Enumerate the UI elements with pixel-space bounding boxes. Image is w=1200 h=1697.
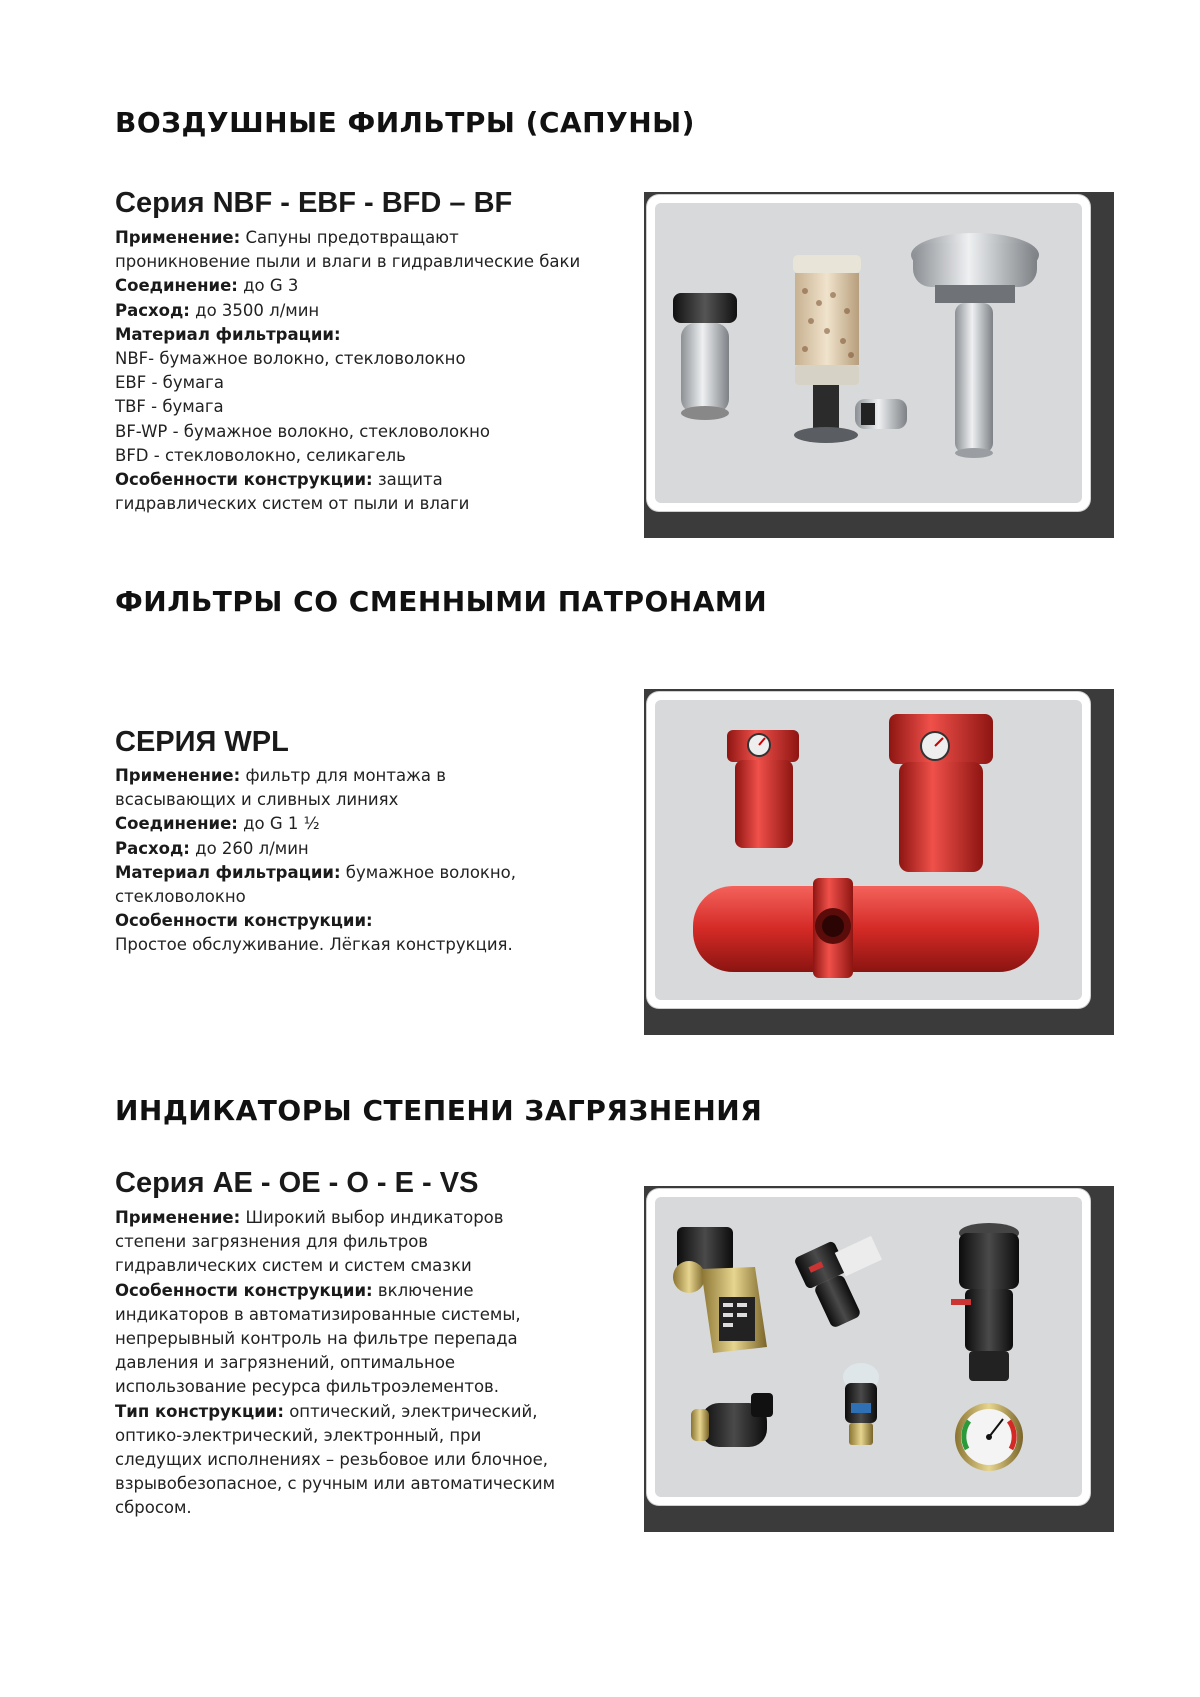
desc-line: Материал фильтрации: бумажное волокно,: [115, 862, 517, 882]
desc-line: всасывающих и сливных линиях: [115, 790, 399, 810]
desc-line: TBF - бумага: [115, 397, 224, 417]
desc-line: Особенности конструкции: защита: [115, 470, 443, 490]
desc-line: непрерывный контроль на фильтре перепада: [115, 1329, 518, 1349]
desc-line: взрывобезопасное, с ручным или автоматическим: [115, 1474, 556, 1494]
desc-line: Применение: Широкий выбор индикаторов: [115, 1208, 504, 1227]
desc-line: EBF - бумага: [115, 373, 224, 393]
desc-line: Соединение: до G 1 ½: [115, 814, 320, 834]
desc-line: Тип конструкции: оптический, электрический,: [115, 1401, 538, 1421]
desc-line: BFD - стекловолокно, селикагель: [115, 445, 406, 465]
desc-line: степени загрязнения для фильтров: [115, 1232, 429, 1252]
desc-line: NBF- бумажное волокно, стекловолокно: [115, 349, 466, 369]
desc-line: использование ресурса фильтроэлементов.: [115, 1377, 500, 1397]
photo-card: [647, 692, 1090, 1008]
series-title-ae: Серия AE - OE - O - E - VS: [115, 1167, 479, 1199]
desc-line: проникновение пыли и влаги в гидравлические баки: [115, 252, 581, 272]
desc-line: оптико-электрический, электронный, при: [115, 1425, 482, 1445]
clogging-indicator-photo: [655, 1197, 1082, 1497]
desc-line: Расход: до 3500 л/мин: [115, 300, 320, 320]
desc-line: Расход: до 260 л/мин: [115, 838, 309, 858]
section-title-air-filters: ВОЗДУШНЫЕ ФИЛЬТРЫ (САПУНЫ): [115, 106, 695, 139]
breather-filter-photo: [655, 203, 1082, 503]
description-clogging-indicators: [115, 1206, 635, 1521]
desc-line: гидравлических систем от пыли и влаги: [115, 494, 470, 514]
desc-line: следущих исполнениях – резьбовое или блочное,: [115, 1450, 549, 1470]
desc-line: Особенности конструкции: включение: [115, 1280, 474, 1300]
breather-filter-photo-frame: [644, 192, 1114, 538]
section-title-clogging-indicators: ИНДИКАТОРЫ СТЕПЕНИ ЗАГРЯЗНЕНИЯ: [115, 1094, 763, 1127]
photo-card: [647, 195, 1090, 511]
desc-line: Материал фильтрации:: [115, 324, 341, 344]
desc-line: гидравлических систем и систем смазки: [115, 1256, 472, 1276]
desc-line: Применение: Сапуны предотвращают: [115, 228, 459, 247]
desc-line: стекловолокно: [115, 887, 246, 907]
desc-line: Соединение: до G 3: [115, 276, 299, 296]
cartridge-filter-photo-frame: [644, 689, 1114, 1035]
description-cartridge-filters: [115, 764, 635, 958]
series-title-wpl: СЕРИЯ WPL: [115, 726, 289, 758]
description-air-filters: [115, 226, 635, 516]
clogging-indicator-photo-frame: [644, 1186, 1114, 1532]
desc-line: BF-WP - бумажное волокно, стекловолокно: [115, 421, 490, 441]
desc-line: Применение: фильтр для монтажа в: [115, 766, 447, 785]
cartridge-filter-photo: [655, 700, 1082, 1000]
desc-line: индикаторов в автоматизированные системы,: [115, 1304, 521, 1324]
desc-line: Особенности конструкции:: [115, 911, 373, 931]
section-title-cartridge-filters: ФИЛЬТРЫ СО СМЕННЫМИ ПАТРОНАМИ: [115, 585, 768, 618]
desc-line: сбросом.: [115, 1498, 192, 1518]
desc-line: Простое обслуживание. Лёгкая конструкция.: [115, 935, 513, 955]
photo-card: [647, 1189, 1090, 1505]
series-title-nbf: Серия NBF - EBF - BFD – BF: [115, 187, 513, 219]
desc-line: давления и загрязнений, оптимальное: [115, 1353, 456, 1373]
